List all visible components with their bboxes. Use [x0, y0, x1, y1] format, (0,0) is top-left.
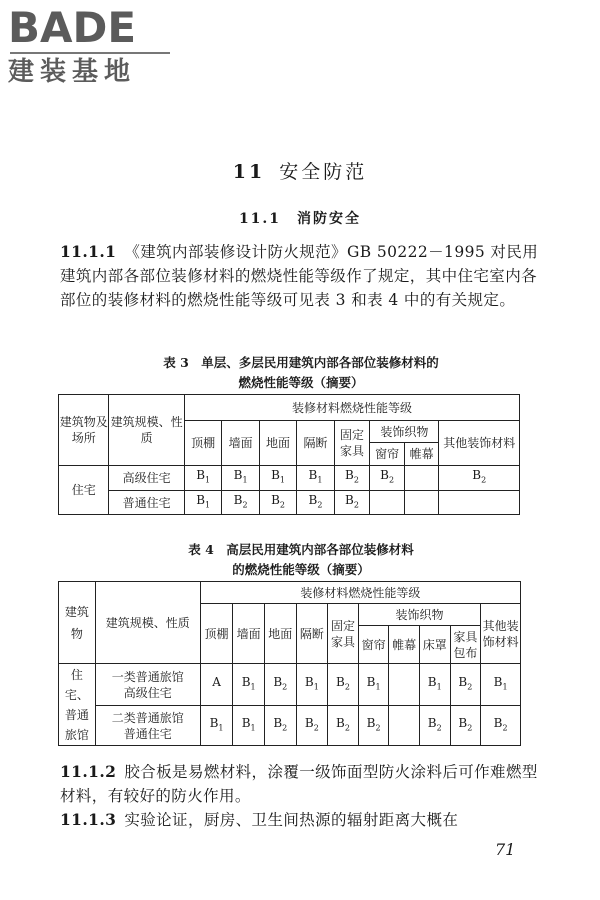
- table-cell-ceiling: [200, 664, 233, 706]
- table3-header-other: 其他装饰材料: [439, 421, 520, 466]
- logo-chinese-text: 建装基地: [8, 57, 137, 87]
- logo-divider: [10, 52, 170, 54]
- table-cell-fixed-furniture: [334, 491, 370, 515]
- paragraph-11-1-3: [60, 808, 542, 832]
- table-cell-scale: 高级住宅: [109, 466, 185, 491]
- grade-sub: 2: [282, 723, 288, 733]
- table3-header-building: 建筑物及场所: [59, 395, 109, 466]
- section-heading: [0, 208, 600, 228]
- table-cell-furniture-cover: [450, 706, 481, 746]
- table4: [58, 581, 521, 746]
- table3-header-floor: 地面: [259, 421, 296, 466]
- paragraph-text: 胶合板是易燃材料，涂覆一级饰面型防火涂料后可作难燃型材料，有较好的防火作用。: [60, 763, 538, 805]
- clause-number: 11.1.2: [60, 762, 117, 781]
- table4-header-building: 建筑物: [59, 582, 96, 664]
- table-cell-floor: [259, 466, 296, 491]
- grade-letter: B: [366, 715, 376, 730]
- scale-line-2: 高级住宅: [123, 685, 172, 700]
- table-cell-drape: [404, 491, 439, 515]
- grade-sub: 1: [218, 723, 224, 733]
- table4-caption-line2: 的燃烧性能等级（摘要）: [232, 562, 370, 577]
- table-cell-scale: 普通住宅: [109, 491, 185, 515]
- table4-header-partition: 隔断: [296, 604, 328, 664]
- table3-header-ceiling: 顶棚: [184, 421, 221, 466]
- table-cell-other: [439, 466, 520, 491]
- grade-sub: 1: [205, 475, 211, 485]
- grade-letter: B: [273, 674, 283, 689]
- grade-letter: B: [209, 715, 219, 730]
- table3-header-partition: 隔断: [297, 421, 334, 466]
- grade-sub: 2: [279, 500, 285, 510]
- grade-sub: 2: [353, 500, 359, 510]
- table4-caption-line1: 表 4 高层民用建筑内部各部位装修材料: [188, 542, 414, 557]
- grade-sub: 2: [282, 682, 288, 692]
- grade-sub: 2: [388, 475, 395, 485]
- grade-sub: 1: [205, 500, 211, 510]
- table-cell-ceiling: [184, 466, 221, 491]
- table-cell-scale: [95, 664, 200, 706]
- scale-line-2: 普通住宅: [123, 726, 172, 741]
- clause-number: 11.1.3: [60, 810, 117, 829]
- table4-header-drape: 帷幕: [389, 626, 420, 664]
- table4-caption: [60, 540, 542, 580]
- paragraph-11-1-1: [60, 240, 542, 312]
- grade-letter: B: [233, 492, 243, 507]
- table3-header-scale: 建筑规模、性质: [109, 395, 185, 466]
- table4-header-scale: 建筑规模、性质: [95, 582, 200, 664]
- table3-caption-line1: 表 3 单层、多层民用建筑内部各部位装修材料的: [163, 355, 439, 370]
- grade-sub: 1: [502, 682, 508, 692]
- chapter-number: 11: [232, 161, 266, 183]
- grade-letter: B: [493, 715, 503, 730]
- table4-header-other: 其他装饰材料: [481, 604, 521, 664]
- grade-letter: B: [271, 468, 280, 483]
- grade-letter: B: [366, 674, 376, 689]
- table-cell-fixed-furniture: [328, 706, 359, 746]
- table4-building-cell: 住宅、普通旅馆: [59, 664, 96, 746]
- grade-letter: B: [458, 715, 468, 730]
- grade-sub: 1: [250, 682, 256, 692]
- table-cell-partition: [297, 491, 334, 515]
- grade-letter: B: [493, 674, 503, 689]
- grade-letter: B: [241, 715, 251, 730]
- table3-caption-line2: 燃烧性能等级（摘要）: [238, 375, 364, 390]
- scale-line-1: 二类普通旅馆: [111, 710, 184, 725]
- grade-sub: 2: [375, 723, 381, 733]
- table-cell-floor: [259, 491, 296, 515]
- table-cell-bedspread: [419, 664, 450, 706]
- grade-sub: 2: [344, 723, 350, 733]
- table-row: [59, 491, 520, 515]
- grade-letter: A: [212, 674, 221, 689]
- table-cell-floor: [264, 706, 296, 746]
- table-cell-bedspread: [419, 706, 450, 746]
- table-cell-other: [481, 664, 521, 706]
- grade-letter: B: [273, 715, 283, 730]
- section-number: 11.1: [238, 211, 282, 227]
- table-cell-wall: [233, 664, 265, 706]
- grade-sub: 2: [313, 723, 319, 733]
- logo-wordmark: BADE: [8, 3, 137, 52]
- grade-letter: B: [196, 468, 206, 483]
- clause-number: 11.1.1: [60, 242, 117, 261]
- grade-letter: B: [458, 674, 468, 689]
- table3-header-fabric: 装饰织物: [370, 421, 439, 443]
- table-cell-furniture-cover: [450, 664, 481, 706]
- table4-header-ceiling: 顶棚: [200, 604, 233, 664]
- table-cell-drape: [389, 664, 420, 706]
- table3-caption: [60, 353, 542, 393]
- grade-sub: 1: [436, 682, 442, 692]
- table-cell-scale: [95, 706, 200, 746]
- table-cell-partition: [297, 466, 334, 491]
- paragraph-11-1-2: [60, 760, 542, 808]
- grade-sub: 2: [317, 500, 323, 510]
- table-cell-partition: [296, 706, 328, 746]
- table3-header-group: 装修材料燃烧性能等级: [184, 395, 519, 421]
- grade-sub: 1: [250, 723, 256, 733]
- chapter-title: 安全防范: [279, 161, 368, 183]
- table-cell-curtain: [358, 664, 389, 706]
- table-cell-wall: [222, 466, 259, 491]
- table-cell-curtain: [358, 706, 389, 746]
- table3-header-drape: 帷幕: [404, 443, 439, 466]
- table-cell-wall: [222, 491, 259, 515]
- grade-letter: B: [308, 492, 318, 507]
- grade-sub: 1: [279, 475, 285, 485]
- grade-sub: 2: [344, 682, 350, 692]
- table3-header-fixed-furniture: 固定家具: [334, 421, 370, 466]
- table-cell-curtain: [370, 466, 405, 491]
- table-row: [59, 706, 521, 746]
- table4-header-wall: 墙面: [233, 604, 265, 664]
- table-cell-ceiling: [200, 706, 233, 746]
- grade-letter: B: [472, 468, 482, 483]
- grade-letter: B: [271, 492, 280, 507]
- grade-sub: 2: [353, 475, 359, 485]
- grade-sub: 1: [313, 682, 319, 692]
- grade-sub: 2: [467, 682, 473, 692]
- grade-letter: B: [196, 492, 206, 507]
- grade-letter: B: [304, 674, 314, 689]
- table4-header-fabric: 装饰织物: [358, 604, 480, 626]
- grade-sub: 2: [467, 723, 473, 733]
- grade-letter: B: [233, 468, 243, 483]
- grade-sub: 2: [502, 723, 508, 733]
- table4-header-furniture-cover: 家具包布: [450, 626, 481, 664]
- table-cell-ceiling: [184, 491, 221, 515]
- paragraph-text: 《建筑内部装修设计防火规范》GB 50222－1995 对民用建筑内部各部位装修材料的燃烧性能等级作了规定，其中住宅室内各部位的装修材料的燃烧性能等级可见表 3 和表 4 中的有关规定。: [60, 243, 539, 309]
- grade-letter: B: [345, 468, 354, 483]
- table-cell-curtain: [370, 491, 405, 515]
- grade-letter: B: [336, 674, 345, 689]
- table-cell-fixed-furniture: [328, 664, 359, 706]
- table-cell-other: [481, 706, 521, 746]
- table3-building-cell: 住宅: [59, 466, 109, 515]
- table3-header-curtain: 窗帘: [370, 443, 405, 466]
- grade-letter: B: [308, 468, 318, 483]
- grade-letter: B: [241, 674, 251, 689]
- grade-letter: B: [380, 468, 389, 483]
- table4-header-curtain: 窗帘: [358, 626, 389, 664]
- grade-sub: 1: [242, 475, 248, 485]
- grade-sub: 2: [242, 500, 248, 510]
- grade-letter: B: [427, 674, 437, 689]
- page-number: 71: [495, 840, 516, 859]
- grade-sub: 2: [436, 723, 442, 733]
- grade-sub: 2: [481, 475, 487, 485]
- grade-sub: 1: [317, 475, 323, 485]
- paragraph-text: 实验论证，厨房、卫生间热源的辐射距离大概在: [124, 811, 459, 829]
- table3: [58, 394, 520, 515]
- scale-line-1: 一类普通旅馆: [111, 669, 184, 684]
- grade-sub: 1: [375, 682, 381, 692]
- table-cell-drape: [404, 466, 439, 491]
- grade-letter: B: [336, 715, 345, 730]
- table4-header-group: 装修材料燃烧性能等级: [200, 582, 520, 604]
- table4-header-bedspread: 床罩: [419, 626, 450, 664]
- logo: [8, 3, 170, 87]
- section-title: 消防安全: [297, 211, 362, 227]
- table-cell-wall: [233, 706, 265, 746]
- grade-letter: B: [345, 492, 354, 507]
- grade-letter: B: [304, 715, 314, 730]
- chapter-heading: [0, 157, 600, 184]
- table-cell-other: [439, 491, 520, 515]
- grade-letter: B: [427, 715, 437, 730]
- table-row: [59, 466, 520, 491]
- table-cell-drape: [389, 706, 420, 746]
- table-cell-floor: [264, 664, 296, 706]
- table4-header-fixed-furniture: 固定家具: [328, 604, 359, 664]
- table-row: [59, 664, 521, 706]
- table-cell-partition: [296, 664, 328, 706]
- table-cell-fixed-furniture: [334, 466, 370, 491]
- table3-header-wall: 墙面: [222, 421, 259, 466]
- table4-header-floor: 地面: [264, 604, 296, 664]
